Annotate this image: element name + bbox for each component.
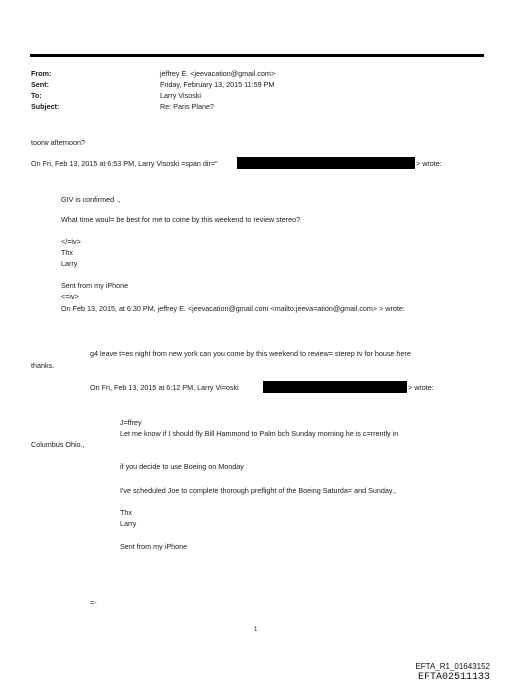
quote-header-1-end: > wrote: (416, 159, 442, 168)
body-jeffrey: J=ffrey (120, 418, 142, 427)
sent-label: Sent: (31, 80, 49, 89)
subject-value: Re: Paris Plane? (160, 102, 214, 111)
body-iv-tag: <=iv> (61, 292, 79, 301)
quote-header-2: On Fri, Feb 13, 2015 at 6:12 PM, Larry Vi=oski (90, 383, 239, 392)
from-value: jeffrey E. <jeevacation@gmail.com> (160, 69, 276, 78)
body-columbus: Columbus Ohio., (31, 440, 85, 449)
body-let-me-know: Let me know if I should fly Bill Hammond to Palm bch Sunday morning he is c=rrently in (120, 429, 399, 438)
quote-header-1: On Fri, Feb 13, 2015 at 6:53 PM, Larry Visoski =span dir=" (31, 159, 218, 168)
quote-header-2-end: > wrote: (408, 383, 434, 392)
redaction-bar-2 (263, 381, 407, 393)
body-thx-2: Thx (120, 508, 132, 517)
body-thanks: thanks. (31, 361, 55, 370)
body-larry-2: Larry (120, 519, 137, 528)
quote-header-630: On Feb 13, 2015, at 6:30 PM, jeffrey E. <jeevacation@gmail.com <mailto:jeeva=ation@gmail.com> > wrote: (61, 304, 405, 313)
from-label: From: (31, 69, 52, 78)
body-div-close: </=iv> (61, 237, 81, 246)
body-g4-line: g4 leave t=es night from new york can you come by this weekend to review= sterep tv for house here (90, 349, 411, 358)
header-rule (30, 54, 484, 57)
footer-id-1: EFTA_R1_01643152 (415, 662, 490, 671)
subject-label: Subject: (31, 102, 60, 111)
body-sent-iphone-1: Sent from my iPhone (61, 281, 129, 290)
to-label: To: (31, 91, 42, 100)
body-boeing-monday: if you decide to use Boeing on Monday (120, 462, 244, 471)
page-number: 1 (254, 627, 258, 633)
footer-id-2: EFTA02511133 (417, 672, 490, 683)
body-thx-1: Thx (61, 248, 73, 257)
body-sent-iphone-2: Sent from my iPhone (120, 542, 188, 551)
body-larry-1: Larry (61, 259, 78, 268)
body-what-time: What time woul= be best for me to come by this weekend to review stereo? (61, 215, 301, 224)
body-dash: =- (90, 598, 97, 607)
body-giv: GIV is confirmed ., (61, 195, 121, 204)
body-line-1: toorw afternoon? (31, 138, 85, 147)
sent-value: Friday, February 13, 2015 11:59 PM (160, 80, 275, 89)
to-value: Larry Visoski (160, 91, 202, 100)
body-scheduled: I've scheduled Joe to complete thorough preflight of the Boeing Saturda= and Sunday., (120, 486, 396, 495)
redaction-bar-1 (237, 157, 415, 169)
